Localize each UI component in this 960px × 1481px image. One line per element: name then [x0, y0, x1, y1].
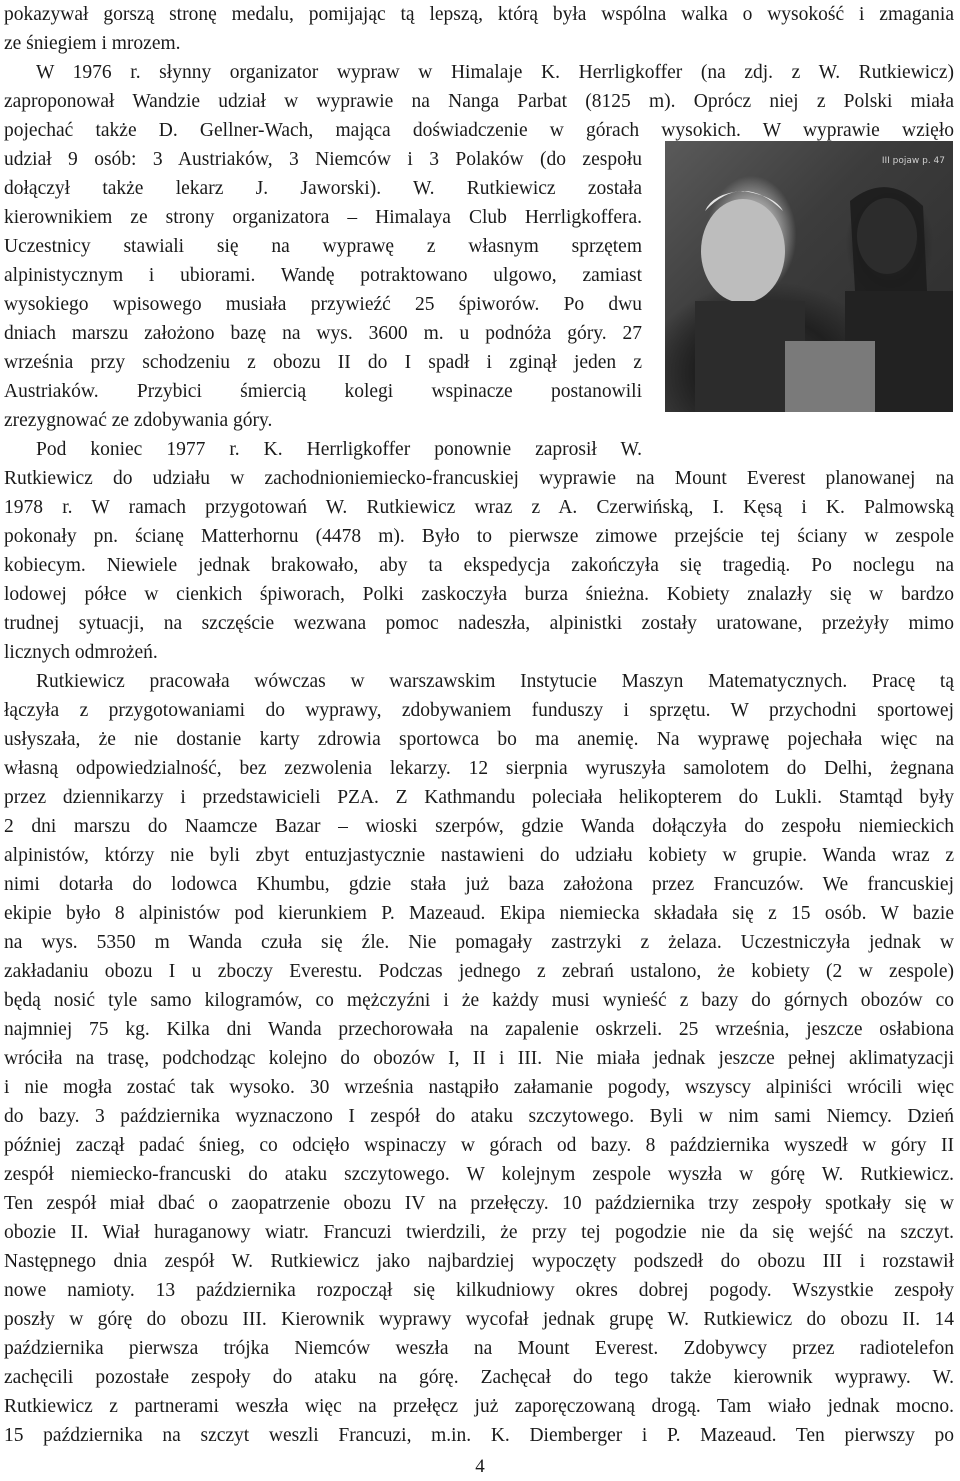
- text-line: ze śniegiem i mrozem.: [4, 33, 181, 54]
- text-line: Rutkiewicz z partnerami weszła więc na przełęcz już zaporęczowaną drogą. Tam wiało jednak mocno.: [4, 1396, 954, 1417]
- text-line: do bazy. 3 października wyznaczono I zespół do ataku szczytowego. Byli w nim sami Niemcy. Dzień: [4, 1106, 954, 1127]
- photo-caption: III pojaw p. 47: [881, 156, 945, 166]
- text-line: dniach marszu założono bazę na wys. 3600 m. u podnóża góry. 27: [4, 323, 642, 344]
- text-line: łączyła z przygotowaniami do wyprawy, zdobywaniem funduszy i sprzętu. W przychodni sportowej: [4, 700, 954, 721]
- text-line: Rutkiewicz pracowała wówczas w warszawskim Instytucie Maszyn Matematycznych. Pracę tą: [36, 671, 954, 692]
- text-line: Uczestnicy stawiali się na wyprawę z własnym sprzętem: [4, 236, 642, 257]
- text-line: nimi dotarła do lodowca Khumbu, gdzie stała już baza założona przez Francuzów. We francuskiej: [4, 874, 954, 895]
- text-line: zaproponował Wandzie udział w wyprawie na Nanga Parbat (8125 m). Oprócz niej z Polski miała: [4, 91, 954, 112]
- text-line: Pod koniec 1977 r. K. Herrligkoffer ponownie zaprosił W.: [36, 439, 642, 460]
- text-line: później zaczął padać śnieg, co odcięło wspinaczy w górach od bazy. 8 października wyszedł w góry II: [4, 1135, 954, 1156]
- text-line: na wys. 5350 m Wanda czuła się źle. Nie pomagały zastrzyki z żelaza. Uczestniczyła jednak w: [4, 932, 954, 953]
- text-line: pokazywał gorszą stronę medalu, pomijając tą lepszą, którą była wspólna walka o wysokość i zmagania: [4, 4, 954, 25]
- text-line: ekipie było 8 alpinistów pod kierunkiem P. Mazeaud. Ekipa niemiecka składała się z 15 osób. W bazie: [4, 903, 954, 924]
- page-number: 4: [475, 1456, 485, 1477]
- text-line: Następnego dnia zespół W. Rutkiewicz jako najbardziej wypoczęty podszedł do obozu III i rozstawił: [4, 1251, 954, 1272]
- text-line: września przy schodzeniu z obozu II do I spadł i zginął jeden z: [4, 352, 642, 373]
- photo-figures: [665, 141, 953, 412]
- text-line: zrezygnować ze zdobywania góry.: [4, 410, 273, 431]
- text-line: trudnej sytuacji, na szczęście wezwana pomoc nadeszła, alpinistki zostały uratowane, przeżyły mimo: [4, 613, 954, 634]
- photo: [665, 141, 953, 412]
- text-line: W 1976 r. słynny organizator wypraw w Himalaje K. Herrligkoffer (na zdj. z W. Rutkiewicz): [36, 62, 954, 83]
- text-line: alpinistycznym i ubiorami. Wandę potraktowano ulgowo, zamiast: [4, 265, 642, 286]
- text-line: obozie II. Wiał huraganowy wiatr. Francuzi twierdzili, że przy tej pogodzie nie da się wejść na szczyt.: [4, 1222, 954, 1243]
- text-line: kobiecym. Niewiele jednak brakowało, aby ta ekspedycja zakończyła się tragedią. Po noclegu na: [4, 555, 954, 576]
- text-line: alpinistów, którzy nie byli zbyt entuzjastycznie nastawieni do udziału kobiety w grupie. Wanda wraz z: [4, 845, 954, 866]
- text-line: pokonały pn. ścianę Matterhornu (4478 m). Było to pierwsze zimowe przejście tej ściany w zespole: [4, 526, 954, 547]
- text-line: zespół niemiecko-francuski do ataku szczytowego. W kolejnym zespole wyszła w górę W. Rutkiewicz.: [4, 1164, 954, 1185]
- text-line: licznych odmrożeń.: [4, 642, 158, 663]
- text-line: i nie mogła zostać tak wysoko. 30 września nastąpiło załamanie pogody, wszyscy alpiniści wrócili więc: [4, 1077, 954, 1098]
- text-line: Austriaków. Przybici śmiercią kolegi wspinacze postanowili: [4, 381, 642, 402]
- text-line: lodowej półce w cienkich śpiworach, Polki zaskoczyła burza śnieżna. Kobiety znalazły się w bardzo: [4, 584, 954, 605]
- text-line: najmniej 75 kg. Kilka dni Wanda przechorowała na zapalenie oskrzeli. 25 września, jeszcze osłabiona: [4, 1019, 954, 1040]
- text-line: wróciła na trasę, podchodząc kolejno do obozów I, II i III. Nie miała jednak jeszcze pełnej aklimatyzacji: [4, 1048, 954, 1069]
- text-line: kierownikiem ze strony organizatora – Himalaya Club Herrligkoffera.: [4, 207, 642, 228]
- text-line: pojechać także D. Gellner-Wach, mająca doświadczenie w górach wysokich. W wyprawie wzięło: [4, 120, 954, 141]
- text-line: Rutkiewicz do udziału w zachodnioniemiecko-francuskiej wyprawie na Mount Everest planowanej na: [4, 468, 954, 489]
- text-line: października pierwsza trójka Niemców weszła na Mount Everest. Zdobywcy przez radiotelefon: [4, 1338, 954, 1359]
- text-line: zachęcili pozostałe zespoły do ataku na górę. Zachęcał do tego także kierownik wyprawy. W.: [4, 1367, 954, 1388]
- text-line: Ten zespół miał dbać o zaopatrzenie obozu IV na przełęczy. 10 października trzy zespoły spotkały się w: [4, 1193, 954, 1214]
- text-line: 1978 r. W ramach przygotowań W. Rutkiewicz wraz z A. Czerwińską, I. Kęsą i K. Palmowską: [4, 497, 954, 518]
- text-line: będą nosić tyle samo kilogramów, co mężczyźni i że każdy musi wynieść z bazy do górnych obozów co: [4, 990, 954, 1011]
- text-line: 15 października na szczyt weszli Francuzi, m.in. K. Diemberger i P. Mazeaud. Ten pierwszy po: [4, 1425, 954, 1446]
- text-line: udział 9 osób: 3 Austriaków, 3 Niemców i 3 Polaków (do zespołu: [4, 149, 642, 170]
- text-line: zakładaniu obozu I u zboczy Everestu. Podczas jednego z zebrań ustalono, że kobiety (2 w zespole): [4, 961, 954, 982]
- text-line: własną odpowiedzialność, bez zezwolenia lekarzy. 12 sierpnia wyruszyła samolotem do Delhi, żegnana: [4, 758, 954, 779]
- text-line: poszły w górę do obozu III. Kierownik wyprawy wycofał jednak grupę W. Rutkiewicz do obozu II. 14: [4, 1309, 954, 1330]
- text-line: wysokiego wpisowego musiała przywieźć 25 śpiworów. Po dwu: [4, 294, 642, 315]
- text-line: 2 dni marszu do Naamcze Bazar – wioski szerpów, gdzie Wanda dołączyła do zespołu niemieckich: [4, 816, 954, 837]
- text-line: usłyszała, że nie dostanie karty zdrowia sportowca bo ma anemię. Na wyprawę pojechała więc na: [4, 729, 954, 750]
- text-line: nowe namioty. 13 października rozpoczął się kilkudniowy okres dobrej pogody. Wszystkie zespoły: [4, 1280, 954, 1301]
- text-line: przez dziennikarzy i przedstawicieli PZA. Z Kathmandu poleciała helikopterem do Lukli. Stamtąd były: [4, 787, 954, 808]
- text-line: dołączył także lekarz J. Jaworski). W. Rutkiewicz została: [4, 178, 642, 199]
